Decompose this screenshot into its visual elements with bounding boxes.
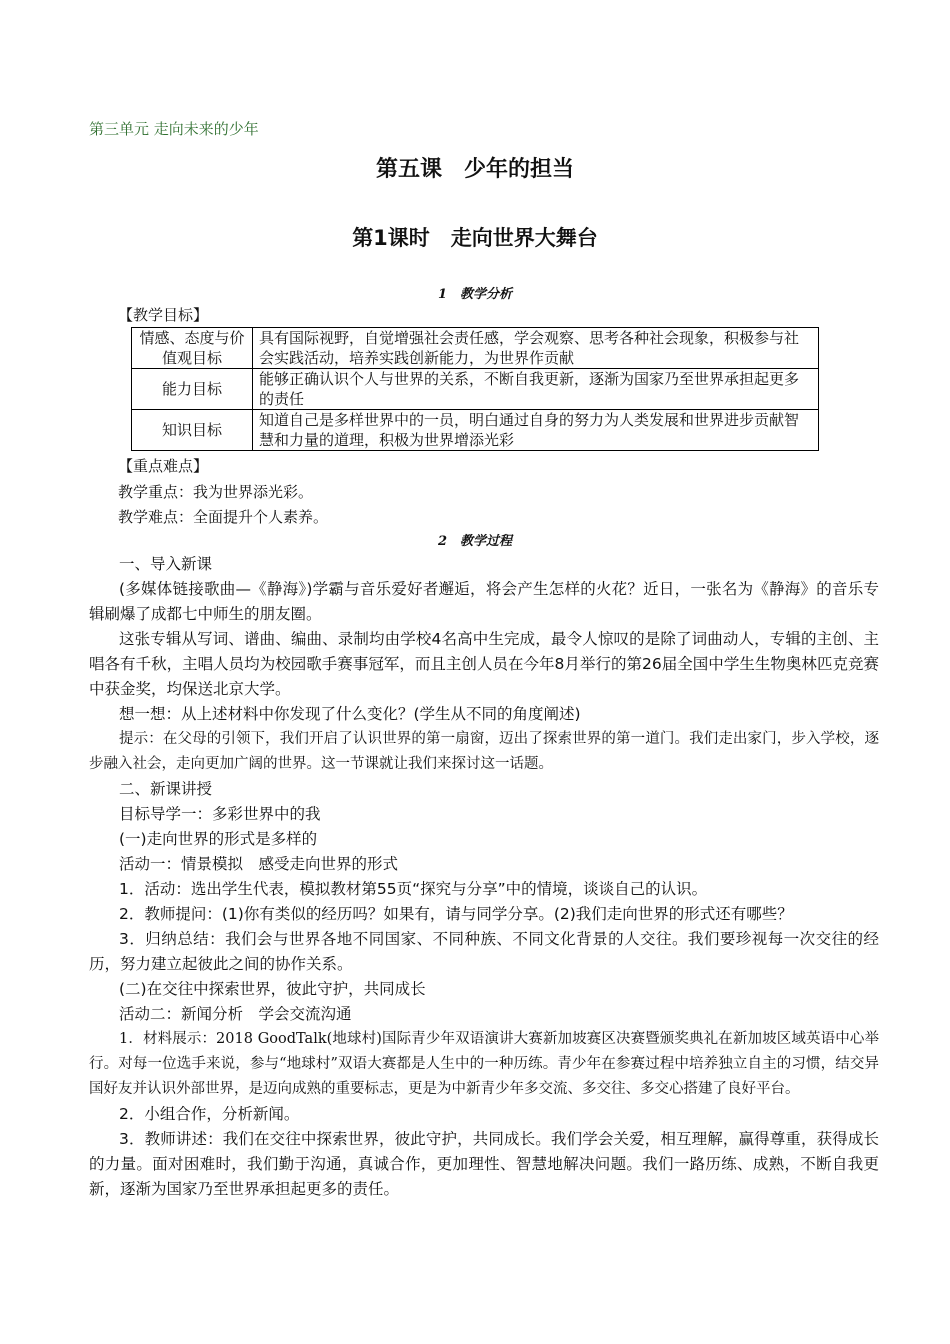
difficulty-point: 教学难点：全面提升个人素养。: [118, 508, 329, 526]
paragraph: 想一想：从上述材料中你发现了什么变化？(学生从不同的角度阐述): [119, 705, 581, 723]
paragraph: 3．教师讲述：我们在交往中探索世界，彼此守护，共同成长。我们学会关爱，相互理解，赢得尊重，获得成长的力量。面对困难时，我们勤于沟通，真诚合作，更加理性、智慧地解决问题。我们一路历练、成熟，不断自我更新，逐渐为国家乃至世界承担起更多的责任。: [89, 1130, 879, 1198]
paragraph: 这张专辑从写词、谱曲、编曲、录制均由学校4名高中生完成，最令人惊叹的是除了词曲动人，专辑的主创、主唱各有千秋，主唱人员均为校园歌手赛事冠军，而且主创人员在今年8月举行的第26届全国中学生生物奥林匹克竞赛中获金奖，均保送北京大学。: [89, 630, 879, 698]
paragraph: 3．归纳总结：我们会与世界各地不同国家、不同种族、不同文化背景的人交往。我们要珍视每一次交往的经历，努力建立起彼此之间的协作关系。: [89, 930, 879, 973]
paragraph: 二、新课讲授: [119, 780, 213, 798]
paragraph: 一、导入新课: [119, 555, 213, 573]
unit-header: 第三单元 走向未来的少年: [89, 120, 259, 138]
paragraph: 1．活动：选出学生代表，模拟教材第55页“探究与分享”中的情境，谈谈自己的认识。: [119, 880, 708, 898]
key-difficulty-label: 【重点难点】: [118, 457, 209, 475]
goals-label: 【教学目标】: [118, 306, 209, 324]
goal-key: 情感、态度与价值观目标: [132, 328, 253, 369]
section-heading-analysis: 1 教学分析: [437, 287, 513, 302]
goal-value: 具有国际视野，自觉增强社会责任感，学会观察、思考各种社会现象，积极参与社会实践活动，培养实践创新能力，为世界作贡献: [253, 328, 819, 369]
table-row: [132, 328, 819, 369]
goal-key: 知识目标: [132, 410, 253, 451]
lesson-title: 第五课 少年的担当: [375, 157, 574, 182]
goal-key: 能力目标: [132, 369, 253, 410]
paragraph: 1．材料展示：2018 GoodTalk(地球村)国际青少年双语演讲大赛新加坡赛区决赛暨颁奖典礼在新加坡区域英语中心举行。对每一位选手来说，参与“地球村”双语大赛都是人生中的一种历练。青少年在参赛过程中培养独立自主的习惯，结交异国好友并认识外部世界，是迈向成熟的重要标志，更是为中新青少年多交流、多交往、多交心搭建了良好平台。: [89, 1031, 879, 1097]
paragraph: (多媒体链接歌曲—《静海》)学霸与音乐爱好者邂逅，将会产生怎样的火花？近日，一张名为《静海》的音乐专辑刷爆了成都七中师生的朋友圈。: [89, 580, 879, 623]
period-title: 第1课时 走向世界大舞台: [352, 226, 598, 250]
key-point: 教学重点：我为世界添光彩。: [118, 483, 314, 501]
paragraph: (二)在交往中探索世界，彼此守护，共同成长: [119, 980, 426, 998]
goals-table: [131, 327, 819, 451]
table-row: [132, 410, 819, 451]
table-row: [132, 369, 819, 410]
paragraph: 活动二：新闻分析 学会交流沟通: [119, 1005, 352, 1023]
paragraph: 2．教师提问：(1)你有类似的经历吗？如果有，请与同学分享。(2)我们走向世界的形式还有哪些？: [119, 905, 793, 923]
paragraph: 2．小组合作，分析新闻。: [119, 1105, 300, 1123]
goal-value: 能够正确认识个人与世界的关系，不断自我更新，逐渐为国家乃至世界承担起更多的责任: [253, 369, 819, 410]
section-heading-process: 2 教学过程: [437, 534, 513, 549]
goal-value: 知道自己是多样世界中的一员，明白通过自身的努力为人类发展和世界进步贡献智慧和力量的道理，积极为世界增添光彩: [253, 410, 819, 451]
paragraph: 目标导学一：多彩世界中的我: [119, 805, 321, 823]
paragraph: 提示：在父母的引领下，我们开启了认识世界的第一扇窗，迈出了探索世界的第一道门。我们走出家门，步入学校，逐步融入社会，走向更加广阔的世界。这一节课就让我们来探讨这一话题。: [89, 731, 879, 772]
paragraph: (一)走向世界的形式是多样的: [119, 830, 318, 848]
paragraph: 活动一：情景模拟 感受走向世界的形式: [119, 855, 399, 873]
lesson-body: [89, 552, 879, 1202]
